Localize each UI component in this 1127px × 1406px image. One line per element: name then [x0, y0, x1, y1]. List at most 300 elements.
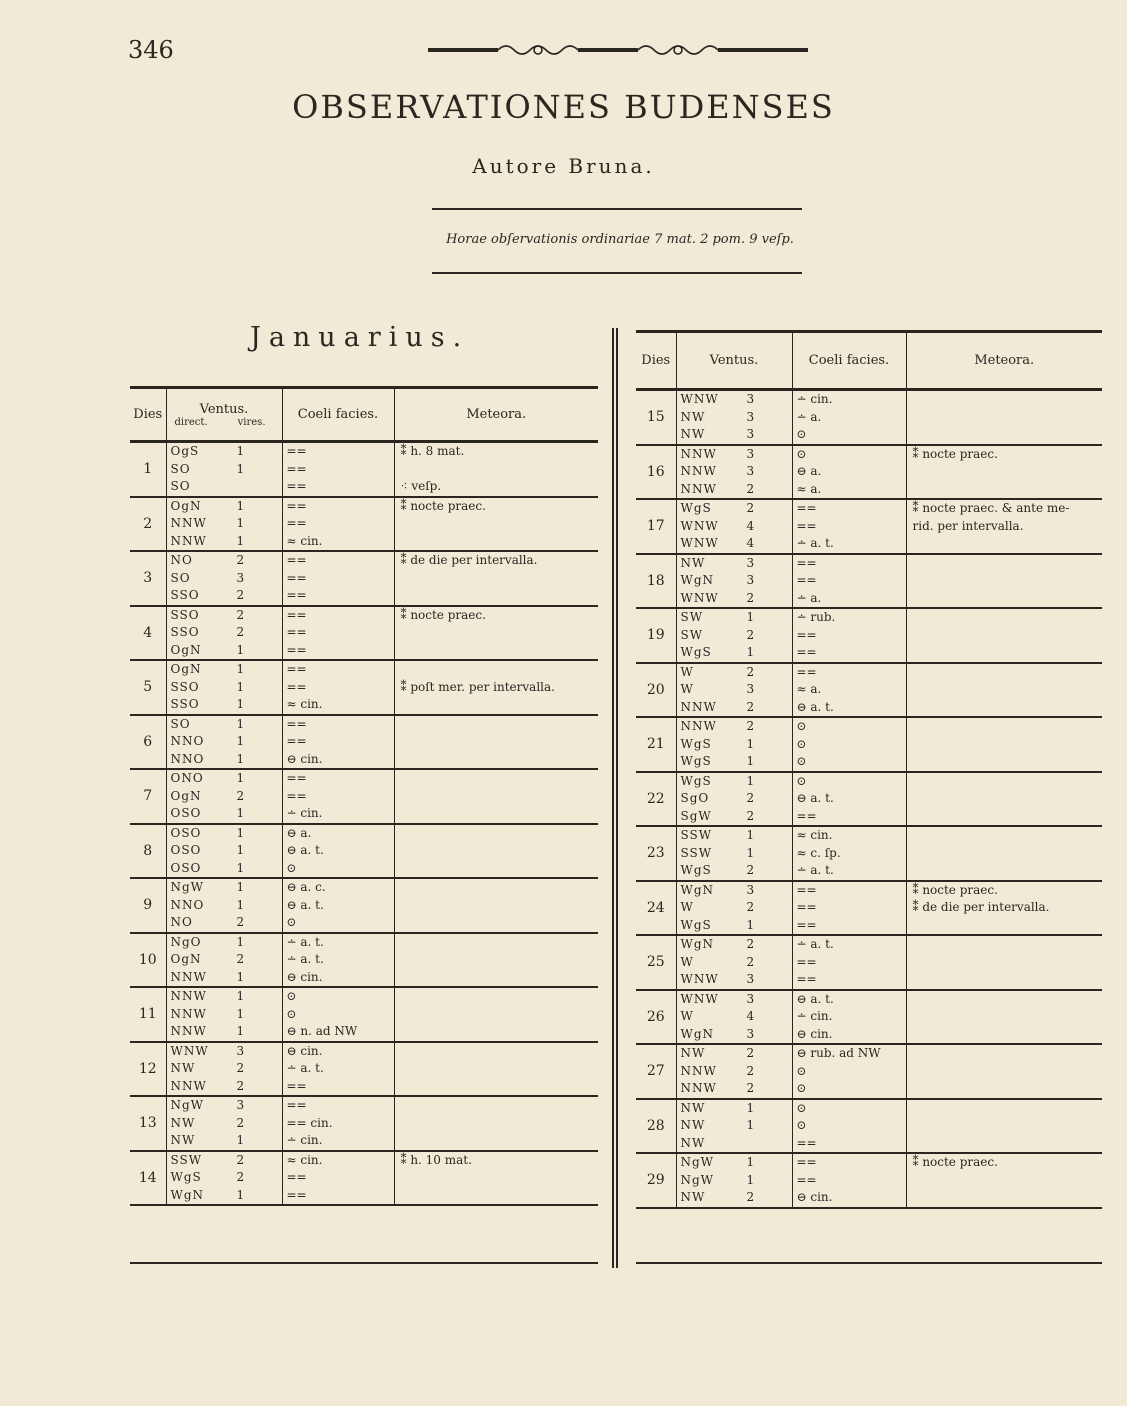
wind-line	[167, 914, 282, 932]
wind-strength: 2	[236, 625, 245, 639]
wind-direction: SO	[170, 570, 191, 585]
wind-cell	[676, 990, 792, 1045]
day-number: 16	[636, 445, 676, 500]
meteora-line	[395, 1097, 599, 1115]
sky-line: ⊖ cin.	[286, 969, 323, 984]
meteora-line	[395, 733, 599, 751]
table-row	[636, 772, 1102, 827]
wind-line	[677, 555, 792, 573]
meteora-line	[907, 827, 1103, 845]
sky-cell	[792, 554, 906, 609]
wind-line	[677, 718, 792, 736]
sky-line: ==	[286, 444, 307, 458]
meteora-line	[907, 1189, 1103, 1207]
sky-line: ⊖ cin.	[796, 1190, 833, 1204]
sky-cell	[282, 497, 394, 552]
wind-line	[167, 1187, 282, 1205]
wind-line	[167, 679, 282, 697]
wind-cell	[166, 878, 282, 933]
wind-direction: SSO	[170, 607, 200, 622]
wind-cell	[166, 715, 282, 770]
sky-line: ==	[796, 1135, 817, 1150]
wind-line	[677, 991, 792, 1009]
ornament-rule-icon	[428, 42, 808, 58]
sky-line: ⊖ cin.	[286, 1043, 323, 1058]
wind-strength: 3	[746, 573, 755, 587]
table-row	[636, 1044, 1102, 1099]
wind-direction: NW	[680, 427, 706, 441]
sky-line: ∸ a. t.	[796, 536, 834, 550]
column-divider	[612, 328, 618, 1268]
meteora-line	[907, 1080, 1103, 1098]
wind-strength: 1	[236, 444, 245, 458]
sky-line: ==	[286, 788, 307, 803]
wind-cell	[676, 663, 792, 718]
day-number: 21	[636, 717, 676, 772]
wind-line	[167, 805, 282, 823]
meteora-line	[907, 1135, 1103, 1153]
wind-line	[677, 1172, 792, 1190]
title-rule	[432, 208, 802, 210]
right-table-body	[636, 390, 1102, 1208]
wind-line	[677, 409, 792, 427]
day-number: 14	[130, 1151, 166, 1206]
wind-strength: 2	[746, 863, 755, 877]
meteora-cell	[394, 1096, 598, 1151]
wind-direction: OgN	[170, 788, 202, 803]
wind-line	[677, 936, 792, 954]
wind-strength: 3	[236, 1043, 245, 1058]
wind-direction: NgW	[170, 880, 205, 894]
wind-strength: 3	[236, 570, 245, 585]
table-row	[130, 1042, 598, 1097]
day-number: 25	[636, 935, 676, 990]
day-number: 17	[636, 499, 676, 554]
meteora-line	[395, 897, 599, 915]
sky-line: ==	[796, 573, 817, 587]
meteora-cell	[394, 660, 598, 715]
sky-line: ==	[286, 679, 307, 694]
sky-line: ==	[286, 498, 307, 513]
wind-line	[677, 808, 792, 826]
table-row	[636, 717, 1102, 772]
meteora-line	[907, 555, 1103, 573]
meteora-line	[907, 1026, 1103, 1044]
wind-line	[167, 1115, 282, 1133]
meteora-line	[395, 1006, 599, 1024]
table-row	[130, 606, 598, 661]
wind-direction: WgS	[680, 754, 712, 768]
wind-direction: W	[680, 1009, 694, 1023]
sky-line: ==	[286, 1098, 307, 1112]
wind-strength: 1	[236, 825, 245, 840]
wind-line	[677, 535, 792, 553]
meteora-line	[907, 753, 1103, 771]
wind-direction: NW	[680, 1135, 706, 1150]
wind-direction: NW	[680, 1190, 706, 1204]
wind-strength: 2	[236, 788, 245, 803]
wind-strength: 2	[746, 791, 755, 805]
sky-line: ⊙	[286, 989, 297, 1003]
wind-direction: OSO	[170, 860, 202, 875]
wind-direction: WgN	[680, 882, 715, 897]
wind-line	[677, 609, 792, 627]
wind-strength: 2	[746, 808, 755, 823]
meteora-line	[395, 533, 599, 551]
meteora-line	[395, 461, 599, 479]
wind-direction: NW	[680, 1118, 706, 1132]
sky-line: ⊙	[796, 754, 807, 768]
wind-line	[167, 1043, 282, 1061]
right-bottom-rule	[636, 1262, 1102, 1264]
day-number: 10	[130, 933, 166, 988]
meteora-line	[395, 825, 599, 843]
wind-strength: 2	[746, 1081, 755, 1095]
meteora-line	[395, 1078, 599, 1096]
wind-strength: 2	[746, 1190, 755, 1204]
sky-cell	[792, 663, 906, 718]
wind-direction: WgS	[680, 645, 712, 659]
day-number: 4	[130, 606, 166, 661]
wind-strength: 4	[746, 536, 755, 550]
sky-cell	[282, 987, 394, 1042]
wind-line	[167, 951, 282, 969]
meteora-cell	[394, 878, 598, 933]
meteora-line	[907, 391, 1103, 409]
wind-strength: 2	[236, 915, 245, 929]
wind-strength: 3	[746, 972, 755, 986]
meteora-cell	[906, 554, 1102, 609]
wind-strength: 2	[746, 627, 755, 642]
table-row	[130, 769, 598, 824]
sky-line: ∸ a.	[796, 409, 822, 424]
sky-line: ==	[796, 900, 817, 914]
wind-strength: 1	[746, 754, 755, 768]
day-number: 22	[636, 772, 676, 827]
wind-strength: 2	[746, 719, 755, 733]
wind-strength: 3	[746, 682, 755, 696]
meteora-line	[907, 1063, 1103, 1081]
left-bottom-rule	[130, 1262, 598, 1264]
meteora-cell	[906, 826, 1102, 881]
meteora-line: ⁑ nocte praec.	[912, 446, 998, 461]
wind-line	[677, 954, 792, 972]
wind-cell	[676, 554, 792, 609]
wind-direction: NNW	[680, 699, 717, 714]
wind-line	[677, 1080, 792, 1098]
day-number: 23	[636, 826, 676, 881]
table-row	[636, 826, 1102, 881]
meteora-line	[907, 1172, 1103, 1190]
wind-strength: 2	[746, 501, 755, 515]
meteora-line	[395, 934, 599, 952]
ventus-label: Ventus.	[199, 401, 249, 417]
sky-line: ⊙	[796, 1100, 807, 1115]
meteora-line	[395, 860, 599, 878]
wind-cell	[676, 826, 792, 881]
sky-line: ⊙	[796, 1081, 807, 1095]
meteora-line	[907, 845, 1103, 863]
wind-strength: 1	[746, 828, 755, 842]
sky-line: ==	[286, 570, 307, 585]
meteora-line	[907, 718, 1103, 736]
sky-line: ==	[286, 662, 307, 676]
sky-line: ⊙	[796, 427, 807, 441]
wind-strength: 1	[236, 734, 245, 748]
wind-strength: 3	[746, 446, 755, 461]
sky-cell	[282, 933, 394, 988]
wind-direction: WNW	[680, 590, 719, 605]
wind-line	[167, 825, 282, 843]
wind-line	[167, 461, 282, 479]
meteora-line	[907, 971, 1103, 989]
day-number: 28	[636, 1099, 676, 1154]
day-number: 7	[130, 769, 166, 824]
month-heading: Januarius.	[250, 322, 470, 353]
wind-strength: 2	[236, 553, 245, 567]
wind-strength: 1	[746, 1100, 755, 1115]
wind-direction: W	[680, 954, 694, 969]
day-number: 5	[130, 660, 166, 715]
ventus-vires-label: vires.	[237, 416, 266, 428]
meteora-line: ⁑ nocte praec. & ante me-	[912, 501, 1070, 515]
wind-direction: NNW	[170, 1078, 207, 1093]
wind-strength: 4	[746, 518, 755, 533]
coeli-header-right: Coeli facies.	[792, 332, 906, 390]
wind-strength: 1	[746, 845, 755, 860]
meteora-line: ⁑ nocte praec.	[400, 607, 486, 622]
day-number: 27	[636, 1044, 676, 1099]
wind-strength: 2	[236, 1078, 245, 1093]
sky-line: ⊙	[796, 446, 807, 461]
hours-rule	[432, 272, 802, 274]
wind-strength: 1	[236, 516, 245, 530]
meteora-cell	[906, 717, 1102, 772]
wind-direction: NNO	[170, 897, 205, 912]
wind-direction: WgS	[680, 773, 712, 788]
sky-cell	[282, 715, 394, 770]
wind-direction: NNW	[170, 533, 207, 548]
wind-line	[677, 882, 792, 900]
wind-strength: 3	[236, 1098, 245, 1112]
meteora-cell	[906, 1099, 1102, 1154]
sky-cell	[792, 717, 906, 772]
sky-line: ≈ c. ſp.	[796, 845, 841, 860]
sky-line: ⊖ a. t.	[286, 843, 324, 857]
wind-strength: 3	[746, 882, 755, 897]
sky-line: ⊖ a. c.	[286, 880, 326, 894]
table-row	[130, 1096, 598, 1151]
wind-strength: 1	[236, 843, 245, 857]
meteora-line	[907, 790, 1103, 808]
wind-strength: 2	[236, 588, 245, 602]
meteora-cell	[906, 1044, 1102, 1099]
sky-line: ==	[286, 479, 307, 493]
wind-direction: WgS	[680, 917, 712, 932]
meteora-line	[907, 808, 1103, 826]
sky-cell	[792, 826, 906, 881]
sky-cell	[282, 442, 394, 497]
meteora-line: ⁑ h. 8 mat.	[400, 444, 465, 458]
wind-strength: 1	[236, 461, 245, 476]
sky-line: ∸ cin.	[796, 1009, 833, 1023]
wind-line	[677, 1063, 792, 1081]
wind-line	[677, 1100, 792, 1118]
wind-line	[167, 478, 282, 496]
meteora-line	[907, 627, 1103, 645]
day-number: 18	[636, 554, 676, 609]
meteora-cell	[906, 935, 1102, 990]
wind-line	[677, 899, 792, 917]
day-number: 19	[636, 608, 676, 663]
table-row	[130, 715, 598, 770]
wind-cell	[676, 1044, 792, 1099]
meteora-line	[907, 463, 1103, 481]
wind-strength: 1	[236, 662, 245, 676]
wind-line	[677, 590, 792, 608]
sky-cell	[282, 1151, 394, 1206]
day-number: 3	[130, 551, 166, 606]
wind-line	[677, 917, 792, 935]
wind-strength: 3	[746, 427, 755, 441]
wind-direction: OSO	[170, 825, 202, 840]
wind-direction: WgS	[680, 863, 712, 877]
sky-cell	[792, 1044, 906, 1099]
wind-line	[167, 733, 282, 751]
dies-header: Dies	[130, 388, 166, 442]
wind-direction: SSW	[170, 1152, 203, 1167]
wind-direction: SSW	[680, 828, 713, 842]
wind-strength: 1	[236, 679, 245, 694]
meteora-line	[907, 736, 1103, 754]
day-number: 29	[636, 1153, 676, 1208]
sky-line: ==	[286, 625, 307, 639]
wind-direction: SO	[170, 461, 191, 476]
sky-cell	[792, 935, 906, 990]
sky-line: ∸ a.	[796, 590, 822, 605]
table-row	[130, 551, 598, 606]
wind-line	[167, 587, 282, 605]
wind-line	[167, 842, 282, 860]
sky-line: ≈ a.	[796, 682, 822, 696]
meteora-line	[907, 481, 1103, 499]
wind-line	[677, 1045, 792, 1063]
sky-line: ⊙	[796, 719, 807, 733]
wind-direction: SSO	[170, 679, 200, 694]
day-number: 1	[130, 442, 166, 497]
wind-line	[167, 988, 282, 1006]
wind-direction: SSO	[170, 588, 200, 602]
sky-line: ==	[286, 516, 307, 530]
wind-direction: NNW	[680, 464, 717, 478]
wind-cell	[166, 606, 282, 661]
wind-direction: NNW	[680, 1063, 717, 1078]
wind-strength: 3	[746, 464, 755, 478]
sky-cell	[282, 824, 394, 879]
meteora-line: rid. per intervalla.	[912, 518, 1024, 533]
sky-line: ==	[796, 1172, 817, 1187]
meteora-line: ⁑ nocte praec.	[912, 882, 998, 897]
wind-cell	[676, 390, 792, 445]
wind-strength: 1	[746, 1118, 755, 1132]
wind-direction: WgN	[680, 1026, 715, 1041]
wind-cell	[166, 769, 282, 824]
wind-strength: 2	[236, 952, 245, 966]
sky-line: ==	[286, 588, 307, 602]
wind-line	[677, 681, 792, 699]
wind-strength: 1	[236, 989, 245, 1003]
sky-line: ==	[796, 627, 817, 642]
wind-line	[677, 644, 792, 662]
sky-cell	[792, 1099, 906, 1154]
wind-line	[677, 1117, 792, 1135]
meteora-cell	[906, 499, 1102, 554]
sky-line: ⊖ cin.	[286, 751, 323, 766]
wind-direction: OgS	[170, 444, 200, 458]
meteora-line	[907, 572, 1103, 590]
wind-direction: NW	[170, 1133, 196, 1147]
wind-line	[167, 788, 282, 806]
wind-line	[167, 1169, 282, 1187]
wind-line	[167, 860, 282, 878]
wind-direction: OSO	[170, 843, 202, 857]
sky-line: ⊖ rub. ad NW	[796, 1046, 881, 1060]
table-row	[130, 1151, 598, 1206]
page-subtitle: Autore Bruna.	[472, 154, 655, 178]
sky-line: ==	[796, 555, 817, 570]
wind-direction: W	[680, 664, 694, 679]
wind-line	[677, 1026, 792, 1044]
sky-line: ⊖ a. t.	[796, 699, 834, 714]
meteora-line	[395, 1023, 599, 1041]
wind-line	[167, 570, 282, 588]
meteora-line	[907, 1117, 1103, 1135]
sky-line: ==	[796, 954, 817, 969]
wind-strength: 1	[236, 860, 245, 875]
table-row	[130, 660, 598, 715]
wind-cell	[166, 1096, 282, 1151]
wind-strength: 1	[236, 897, 245, 912]
sky-cell	[792, 1153, 906, 1208]
sky-line: ⊖ a. t.	[796, 791, 834, 805]
wind-line	[167, 1023, 282, 1041]
sky-line: ==	[796, 664, 817, 679]
sky-cell	[792, 499, 906, 554]
wind-cell	[166, 442, 282, 497]
wind-cell	[166, 1151, 282, 1206]
wind-line	[167, 607, 282, 625]
wind-line	[167, 716, 282, 734]
wind-line	[167, 897, 282, 915]
wind-direction: ONO	[170, 771, 204, 785]
wind-line	[167, 1152, 282, 1170]
wind-strength: 1	[236, 498, 245, 513]
meteora-line	[395, 1132, 599, 1150]
wind-line	[677, 426, 792, 444]
sky-line: ==	[286, 461, 307, 476]
sky-line: ⊖ cin.	[796, 1026, 833, 1041]
wind-line	[167, 624, 282, 642]
meteora-cell	[394, 987, 598, 1042]
meteora-line	[907, 426, 1103, 444]
wind-strength: 2	[746, 954, 755, 969]
wind-line	[167, 969, 282, 987]
meteora-line: ⁑ nocte praec.	[912, 1155, 998, 1169]
table-row	[636, 608, 1102, 663]
wind-direction: WgS	[680, 736, 712, 751]
day-number: 20	[636, 663, 676, 718]
wind-strength: 2	[746, 590, 755, 605]
